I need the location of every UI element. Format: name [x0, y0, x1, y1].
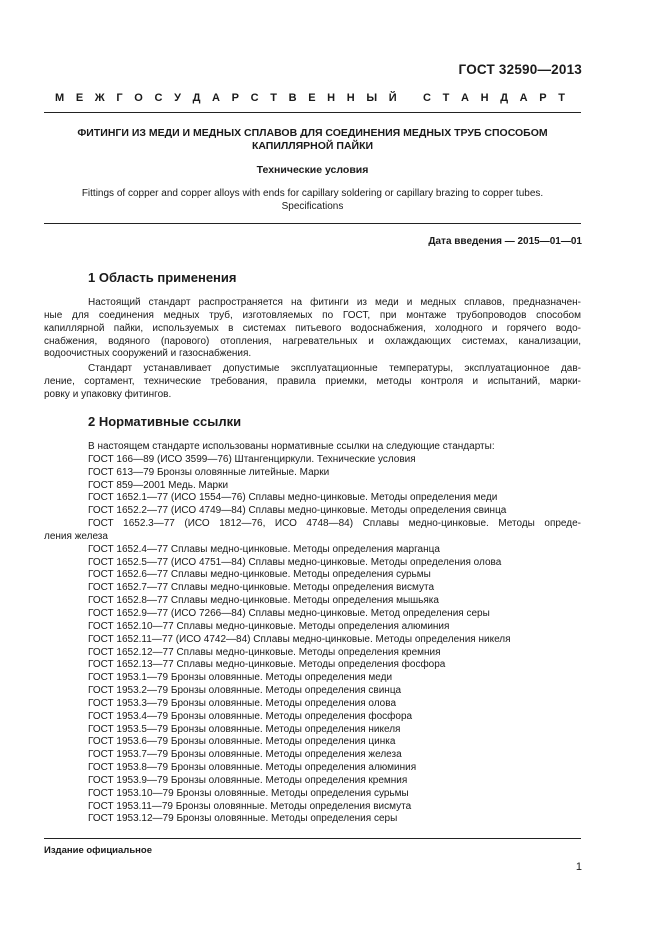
reference-item: ГОСТ 1652.13—77 Сплавы медно-цинковые. Методы определения фосфора	[88, 659, 446, 671]
banner-letter: Й	[388, 92, 397, 104]
banner-letter: С	[423, 92, 431, 104]
banner-letter: О	[134, 92, 143, 104]
reference-item: ГОСТ 1652.5—77 (ИСО 4751—84) Сплавы медно-цинковые. Методы определения олова	[88, 556, 502, 568]
reference-item: ГОСТ 1652.3—77 (ИСО 1812—76, ИСО 4748—84) Сплавы медно-цинковые. Методы опреде-	[88, 518, 581, 530]
official-edition-note: Издание официальное	[44, 845, 152, 856]
document-title	[44, 127, 581, 153]
english-title	[44, 188, 581, 213]
banner-letter: С	[154, 92, 163, 104]
reference-item: ГОСТ 859—2001 Медь. Марки	[88, 479, 229, 491]
banner-letter: Т	[270, 92, 277, 104]
text-line: ные для соединения медных труб, изготовляемых по ГОСТ, при монтаже трубопроводов способом	[44, 309, 581, 321]
banner-letter: Т	[558, 92, 565, 104]
english-title-line-2: Specifications	[281, 200, 344, 212]
english-title-line-1: Fittings of copper and copper alloys with ends for capillary soldering or capillary brazing to copper tubes.	[81, 188, 544, 199]
bottom-divider	[44, 838, 581, 839]
banner-letter: В	[288, 92, 297, 104]
banner-letter: Е	[308, 92, 316, 104]
document-code: ГОСТ 32590—2013	[458, 62, 582, 77]
banner-letter: У	[174, 92, 181, 104]
reference-item: ГОСТ 1652.12—77 Сплавы медно-цинковые. Методы определения кремния	[88, 646, 441, 658]
banner-letter: М	[55, 92, 65, 104]
reference-item: ГОСТ 1953.8—79 Бронзы оловянные. Методы определения алюминия	[88, 762, 417, 774]
reference-item: ГОСТ 1652.11—77 (ИСО 4742—84) Сплавы медно-цинковые. Методы определения никеля	[88, 633, 511, 645]
reference-item: ГОСТ 1652.8—77 Сплавы медно-цинковые. Методы определения мышьяка	[88, 595, 439, 607]
middle-divider	[44, 223, 581, 224]
banner-letter: Г	[116, 92, 123, 104]
banner-letter: Р	[231, 92, 239, 104]
text-line: снабжения, водяного (парового) отопления, нагревательных и охлаждающих системах, канализации,	[44, 335, 581, 347]
reference-item: ГОСТ 1953.10—79 Бронзы оловянные. Методы определения сурьмы	[88, 787, 409, 799]
text-line: ление, сортамент, технические требования, правила приемки, методы контроля и испытаний, марки-	[44, 375, 581, 387]
text-line: Стандарт устанавливает допустимые эксплуатационные температуры, эксплуатационное дав-	[88, 363, 581, 374]
banner-letter	[408, 92, 411, 104]
reference-item: ГОСТ 1652.2—77 (ИСО 4749—84) Сплавы медно-цинковые. Методы определения свинца	[88, 505, 507, 517]
banner-letter: Р	[539, 92, 547, 104]
banner-letter: А	[212, 92, 220, 104]
page-number: 1	[575, 861, 582, 873]
banner-letter: Ж	[94, 92, 105, 104]
reference-item: ГОСТ 166—89 (ИСО 3599—76) Штангенциркули. Технические условия	[88, 453, 416, 465]
top-divider	[44, 112, 581, 113]
banner-letter: Н	[346, 92, 355, 104]
section-2-heading: 2 Нормативные ссылки	[88, 414, 242, 429]
reference-item: ГОСТ 613—79 Бронзы оловянные литейные. Марки	[88, 466, 330, 478]
reference-item: ГОСТ 1652.10—77 Сплавы медно-цинковые. Методы определения алюминия	[88, 620, 450, 632]
reference-item: ГОСТ 1953.12—79 Бронзы оловянные. Методы определения серы	[88, 813, 398, 825]
reference-item: ГОСТ 1953.9—79 Бронзы оловянные. Методы определения кремния	[88, 774, 408, 786]
banner-letter: Е	[75, 92, 84, 104]
banner-letter: Ы	[366, 92, 378, 104]
reference-item: ГОСТ 1652.7—77 Сплавы медно-цинковые. Методы определения висмута	[88, 582, 435, 594]
reference-item: ГОСТ 1652.1—77 (ИСО 1554—76) Сплавы медно-цинковые. Методы определения меди	[88, 492, 498, 504]
section-1-paragraph-2	[44, 363, 581, 402]
reference-item: ГОСТ 1953.1—79 Бронзы оловянные. Методы определения меди	[88, 672, 393, 684]
banner-letter: С	[250, 92, 259, 104]
banner-letter: Т	[442, 92, 450, 104]
text-line: Настоящий стандарт распространяется на фитинги из меди и медных сплавов, предназначен-	[88, 297, 581, 308]
reference-item: ГОСТ 1953.5—79 Бронзы оловянные. Методы определения никеля	[88, 723, 401, 735]
banner-letter: Д	[500, 92, 509, 104]
reference-item: ГОСТ 1953.3—79 Бронзы оловянные. Методы определения олова	[88, 697, 397, 709]
reference-item: ления железа	[44, 530, 108, 542]
banner-letter: Д	[192, 92, 201, 104]
banner-letter: Н	[327, 92, 336, 104]
banner-letter: Н	[480, 92, 489, 104]
section-1-heading: 1 Область применения	[88, 270, 237, 285]
reference-item: ГОСТ 1953.7—79 Бронзы оловянные. Методы определения железа	[88, 749, 402, 761]
title-line-1: ФИТИНГИ ИЗ МЕДИ И МЕДНЫХ СПЛАВОВ ДЛЯ СОЕДИНЕНИЯ МЕДНЫХ ТРУБ СПОСОБОМ	[77, 127, 548, 139]
reference-item: ГОСТ 1652.9—77 (ИСО 7266—84) Сплавы медно-цинковые. Метод определения серы	[88, 607, 490, 619]
document-subtitle: Технические условия	[256, 164, 369, 176]
references-intro: В настоящем стандарте использованы нормативные ссылки на следующие стандарты:	[88, 441, 495, 452]
section-1-paragraph-1	[44, 297, 581, 361]
reference-item: ГОСТ 1953.4—79 Бронзы оловянные. Методы определения фосфора	[88, 710, 413, 722]
text-line: ровку и упаковку фитингов.	[44, 388, 172, 400]
title-line-2: КАПИЛЛЯРНОЙ ПАЙКИ	[251, 140, 374, 152]
reference-item: ГОСТ 1652.4—77 Сплавы медно-цинковые. Методы определения марганца	[88, 543, 440, 555]
banner-letter: А	[461, 92, 469, 104]
text-line: капиллярной пайки, используемых в системах питьевого водоснабжения, холодного и горячего водо-	[44, 322, 581, 334]
reference-item: ГОСТ 1953.2—79 Бронзы оловянные. Методы определения свинца	[88, 685, 402, 697]
introduction-date: Дата введения — 2015—01—01	[428, 236, 582, 247]
standard-banner	[55, 92, 565, 104]
text-line: водоочистных сооружений и газоснабжения.	[44, 348, 252, 360]
normative-references-list	[44, 441, 581, 826]
reference-item: ГОСТ 1652.6—77 Сплавы медно-цинковые. Методы определения сурьмы	[88, 569, 431, 581]
banner-letter: А	[519, 92, 528, 104]
reference-item: ГОСТ 1953.11—79 Бронзы оловянные. Методы определения висмута	[88, 800, 412, 812]
reference-item: ГОСТ 1953.6—79 Бронзы оловянные. Методы определения цинка	[88, 736, 396, 748]
